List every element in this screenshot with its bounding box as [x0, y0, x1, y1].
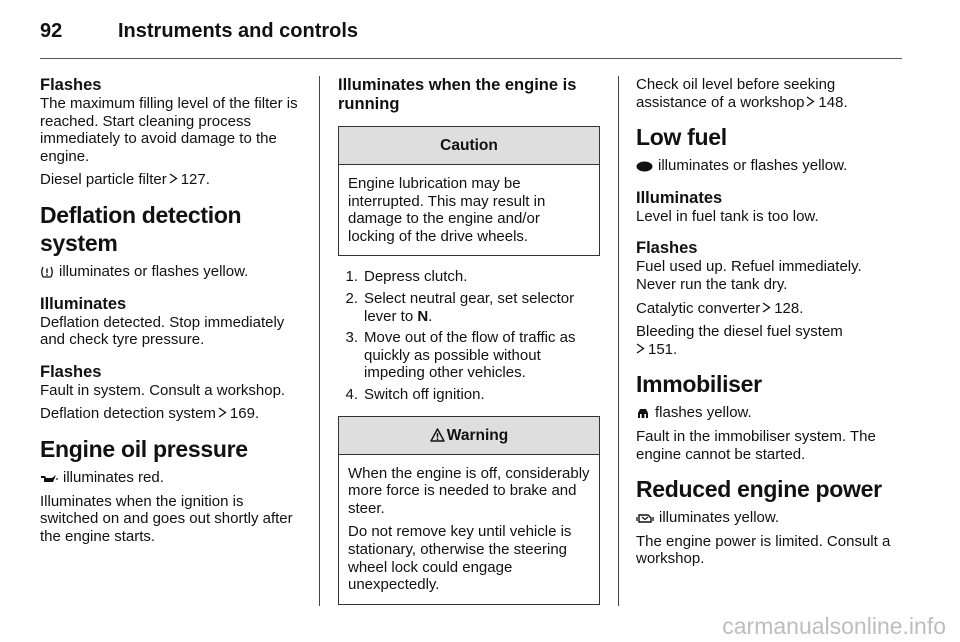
paragraph: Fault in the immobiliser system. The engine cannot be started.: [636, 427, 876, 463]
cross-reference: Catalytic converter 128.: [636, 299, 804, 317]
section-title-oil-pressure: Engine oil pressure: [40, 435, 248, 462]
section-title-reduced-power: Reduced engine power: [636, 476, 882, 503]
paragraph: Illuminates when the ignition is switched on and goes out shortly after the engine starts.: [40, 492, 293, 545]
cross-reference: Deflation detection system 169.: [40, 405, 260, 423]
page-link[interactable]: 169.: [229, 405, 260, 423]
symbol-line: flashes yellow.: [636, 404, 902, 422]
caution-title: Caution: [339, 127, 599, 165]
sub-heading-flashes: Flashes: [40, 362, 102, 381]
column-divider: [319, 76, 320, 606]
warning-text: Do not remove key until vehicle is stationary, otherwise the steering wheel lock could engage unexpectedly.: [348, 523, 572, 594]
page-number: 92: [40, 20, 63, 42]
fuel-drop-icon: [636, 161, 653, 172]
warning-triangle-icon: [430, 428, 445, 442]
symbol-line: illuminates red.: [40, 469, 302, 487]
section-heading: Flashes: [40, 76, 102, 94]
list-item: 4. Switch off ignition.: [345, 385, 485, 403]
symbol-line: illuminates or flashes yellow.: [636, 157, 902, 175]
cross-reference: Diesel particle filter 127.: [40, 171, 210, 189]
engine-power-icon: [636, 512, 654, 525]
section-title-low-fuel: Low fuel: [636, 124, 727, 151]
paragraph: Level in fuel tank is too low.: [636, 207, 819, 225]
section-title-immobiliser: Immobiliser: [636, 371, 762, 398]
page-link[interactable]: 127.: [180, 171, 210, 189]
paragraph: Deflation detected. Stop immediately and check tyre pressure.: [40, 313, 285, 349]
column-2: [338, 76, 600, 617]
paragraph: The engine power is limited. Consult a workshop.: [636, 532, 891, 568]
car-key-icon: [636, 407, 650, 420]
page-reference-arrow-icon: [636, 343, 645, 354]
sub-heading-illuminates: Illuminates: [636, 188, 723, 207]
section-heading: Illuminates when the engine is running: [338, 76, 577, 113]
page-title: Instruments and controls: [118, 20, 359, 42]
cross-reference: Bleeding the diesel fuel system 151.: [636, 323, 843, 358]
page-reference-arrow-icon: [169, 173, 178, 184]
paragraph: Fuel used up. Refuel immediately. Never run the tank dry.: [636, 258, 862, 293]
column-1: [40, 76, 302, 551]
caution-text: Engine lubrication may be interrupted. This may result in damage to the engine and/or locking of the drive wheels.: [348, 175, 546, 245]
list-item: 2. Select neutral gear, set selector lever to N.: [345, 289, 575, 325]
caution-box: [338, 126, 600, 256]
warning-title: Warning: [339, 417, 599, 455]
warning-box: [338, 416, 600, 605]
section-title-deflation: Deflation detection system: [40, 201, 242, 256]
paragraph: The maximum filling level of the filter is reached. Start cleaning process immediately to avoid damage to the engine.: [40, 95, 298, 165]
sub-heading-illuminates: Illuminates: [40, 294, 127, 313]
page-header: [40, 18, 902, 59]
paragraph: Fault in system. Consult a workshop.: [40, 381, 286, 399]
page-reference-arrow-icon: [762, 302, 771, 313]
tyre-pressure-icon: [40, 265, 54, 279]
list-item: 1. Depress clutch.: [345, 268, 468, 286]
warning-text: When the engine is off, considerably more force is needed to brake and steer.: [348, 464, 590, 517]
watermark: carmanualsonline.info: [722, 613, 946, 639]
page-link[interactable]: 148.: [818, 93, 848, 111]
page-reference-arrow-icon: [218, 407, 227, 418]
steps-list: [338, 268, 600, 403]
column-divider: [618, 76, 619, 606]
oil-can-icon: [40, 473, 58, 483]
symbol-line: illuminates or flashes yellow.: [40, 263, 302, 281]
cross-reference: Check oil level before seeking assistance of a workshop 148.: [636, 76, 848, 111]
symbol-line: illuminates yellow.: [636, 509, 902, 527]
page-reference-arrow-icon: [806, 96, 815, 107]
list-item: 3. Move out of the flow of traffic as quickly as possible without impeding other vehicles.: [345, 329, 576, 382]
sub-heading-flashes: Flashes: [636, 239, 698, 258]
page-link[interactable]: 151.: [648, 340, 678, 358]
column-3: [636, 76, 902, 574]
page-link[interactable]: 128.: [774, 299, 804, 317]
